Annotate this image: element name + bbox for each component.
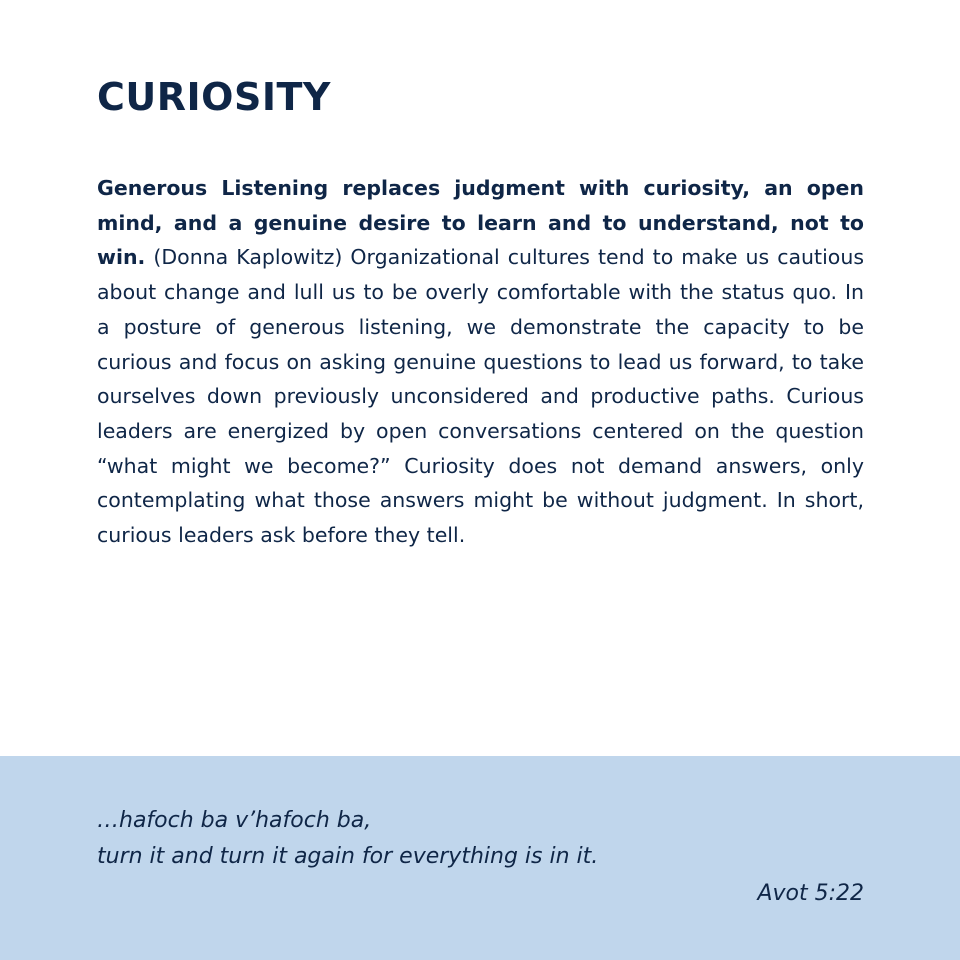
body-paragraph xyxy=(97,171,864,553)
body-text: (Donna Kaplowitz) Organizational cultures tend to make us cautious about change and lull us to be overly comfortable with the status quo. In a posture of generous listening, we demonstrate the capacity to be curious and focus on asking genuine questions to lead us forward, to take ourselves down previously unconsidered and productive paths. Curious leaders are energized by open conversations centered on the question “what might we become?” Curiosity does not demand answers, only contemplating what those answers might be without judgment. In short, curious leaders ask before they tell. xyxy=(97,245,864,548)
quote-line-translation: turn it and turn it again for everything is in it. xyxy=(97,844,599,869)
lead-sentence: Generous Listening replaces judgment with curiosity, an open mind, and a genuine desire to learn and to understand, not to win. xyxy=(97,176,864,270)
quote-line-hebrew: …hafoch ba v’hafoch ba, xyxy=(97,808,372,833)
page-title: CURIOSITY xyxy=(97,75,331,119)
quote-source: Avot 5:22 xyxy=(757,881,864,906)
